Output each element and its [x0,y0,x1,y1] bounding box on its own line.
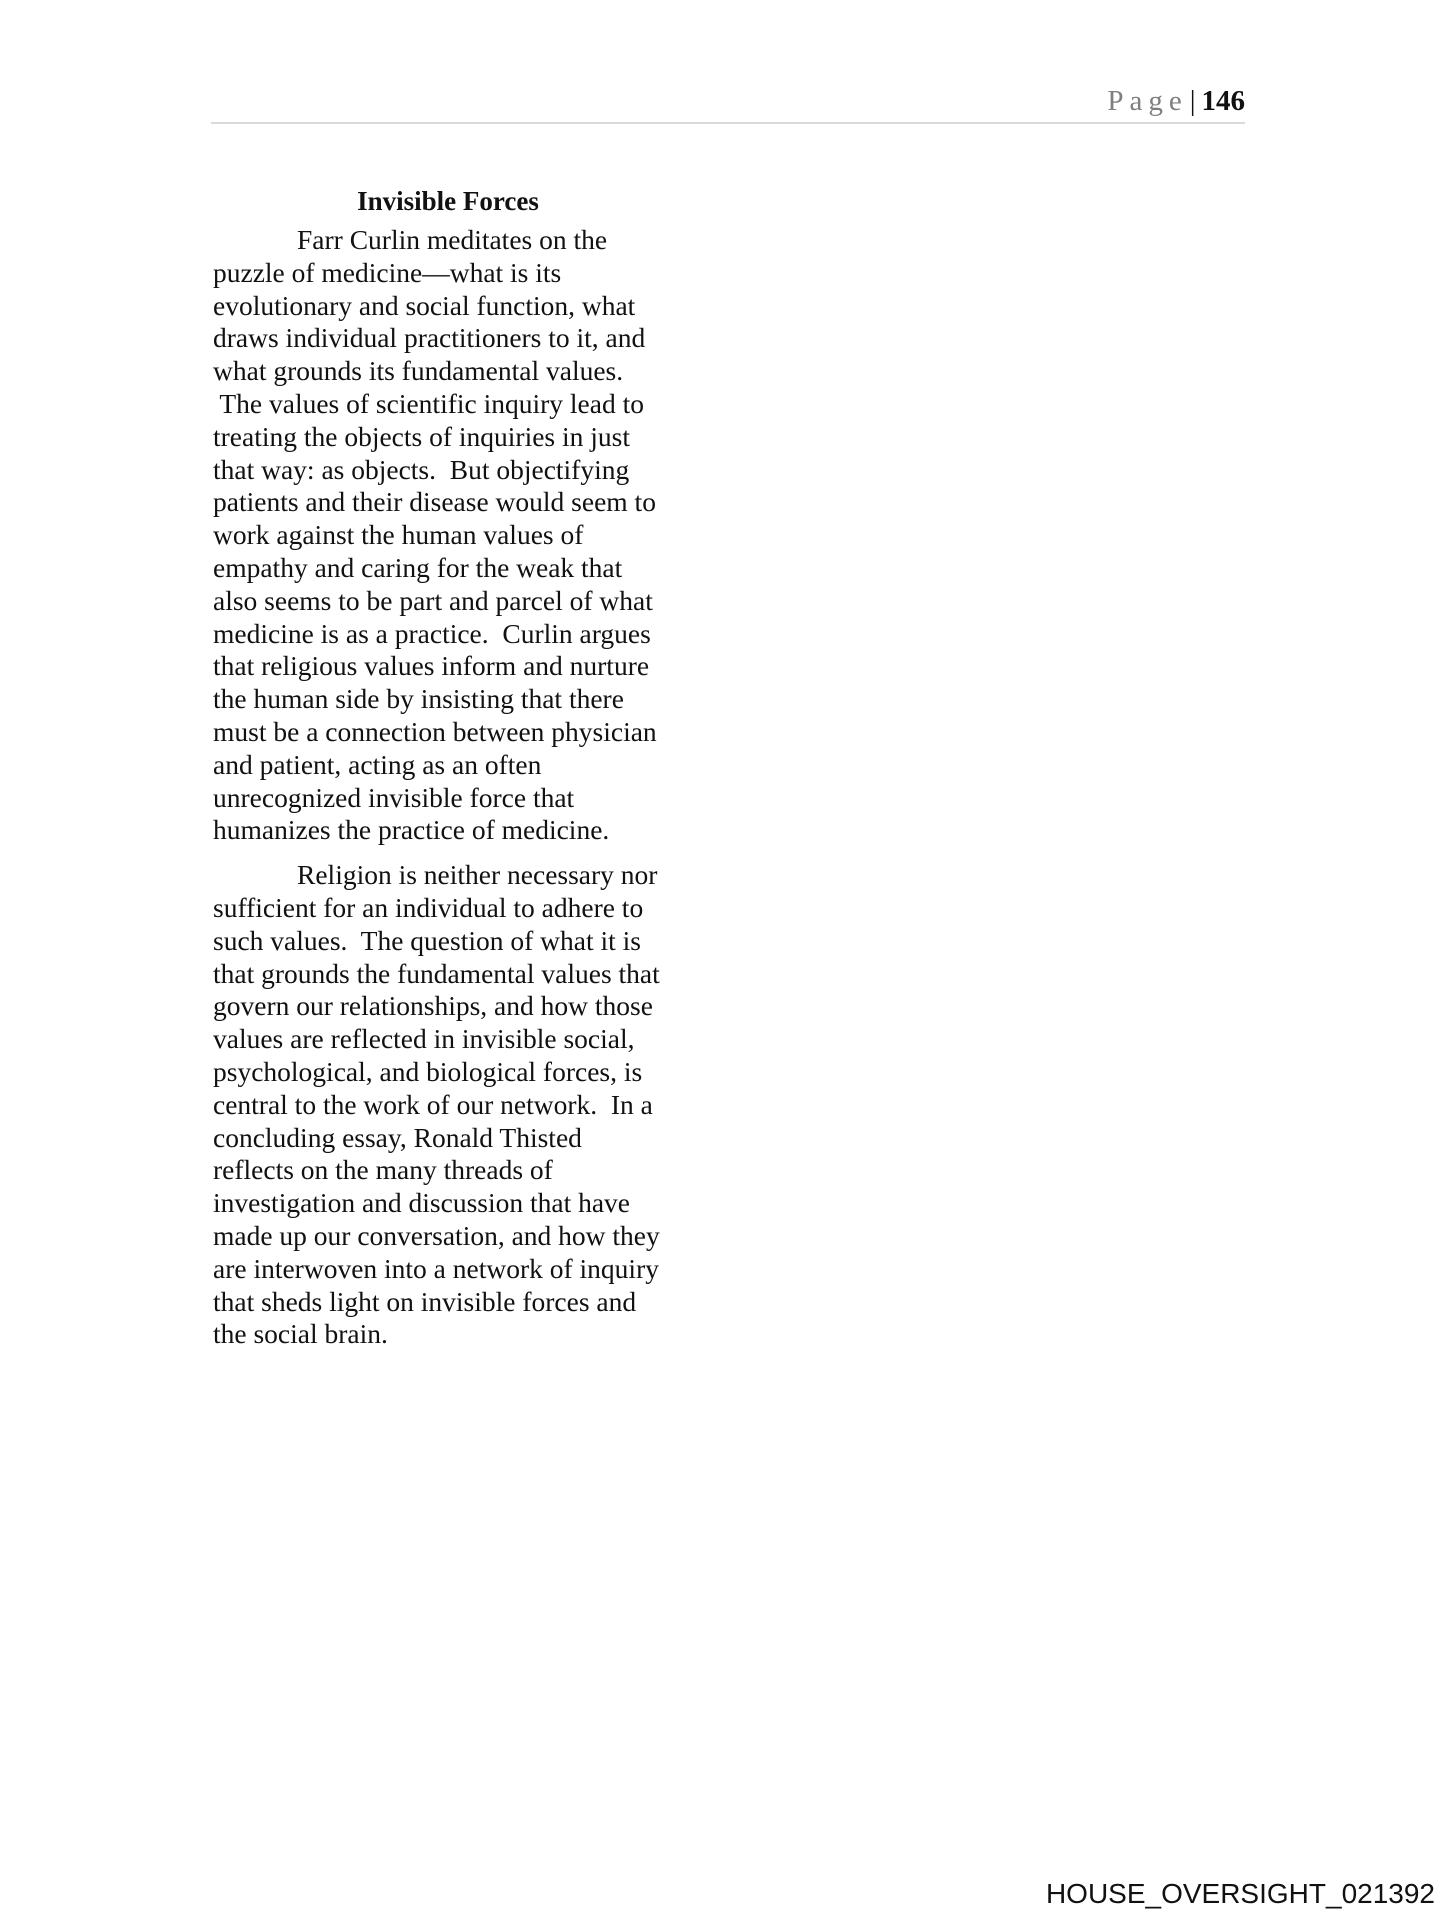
text-line: psychological, and biological forces, is [213,1055,643,1087]
text-line: reflects on the many threads of [213,1154,553,1186]
text-line: that sheds light on invisible forces and [213,1285,637,1317]
text-line: patients and their disease would seem to [213,486,656,518]
text-line: unrecognized invisible force that [213,781,575,813]
text-line: investigation and discussion that have [213,1187,631,1219]
page-number: 146 [1201,85,1245,117]
text-line: govern our relationships, and how those [213,990,653,1022]
text-line: values are reflected in invisible social, [213,1023,635,1055]
bates-number: HOUSE_OVERSIGHT_021392 [1045,1878,1435,1909]
text-line: made up our conversation, and how they [213,1219,660,1251]
text-line: the social brain. [213,1318,388,1350]
text-line: humanizes the practice of medicine. [213,814,610,846]
text-line: Religion is neither necessary nor [297,859,658,891]
text-line: central to the work of our network. In a [213,1088,653,1120]
page-word: Page [1107,85,1188,117]
text-line: that religious values inform and nurture [213,650,650,682]
article-column [213,184,683,1363]
page-number-label [1107,84,1245,118]
text-line: and patient, acting as an often [213,748,542,780]
page-header [211,84,1245,124]
text-line: that grounds the fundamental values that [213,957,660,989]
text-line: concluding essay, Ronald Thisted [213,1121,582,1153]
text-line: evolutionary and social function, what [213,289,636,321]
text-line: the human side by insisting that there [213,683,624,715]
text-line: such values. The question of what it is [213,924,641,956]
text-line: draws individual practitioners to it, and [213,322,646,354]
text-line: sufficient for an individual to adhere to [213,891,644,923]
text-line: treating the objects of inquiries in just [213,420,630,452]
text-line: The values of scientific inquiry lead to [213,387,644,419]
text-line: puzzle of medicine—what is its [213,256,562,288]
text-line: empathy and caring for the weak that [213,551,623,583]
text-line: medicine is as a practice. Curlin argues [213,617,651,649]
text-line: that way: as objects. But objectifying [213,453,630,485]
paragraph-2 [213,859,683,1351]
paragraph-1 [213,224,683,847]
text-line: must be a connection between physician [213,715,657,747]
text-line: Farr Curlin meditates on the [297,224,608,255]
text-line: are interwoven into a network of inquiry [213,1252,659,1284]
text-line: also seems to be part and parcel of what [213,584,653,616]
text-line: what grounds its fundamental values. [213,355,624,387]
text-line: work against the human values of [213,519,584,551]
page-separator: | [1189,85,1196,117]
article-title: Invisible Forces [357,186,539,216]
